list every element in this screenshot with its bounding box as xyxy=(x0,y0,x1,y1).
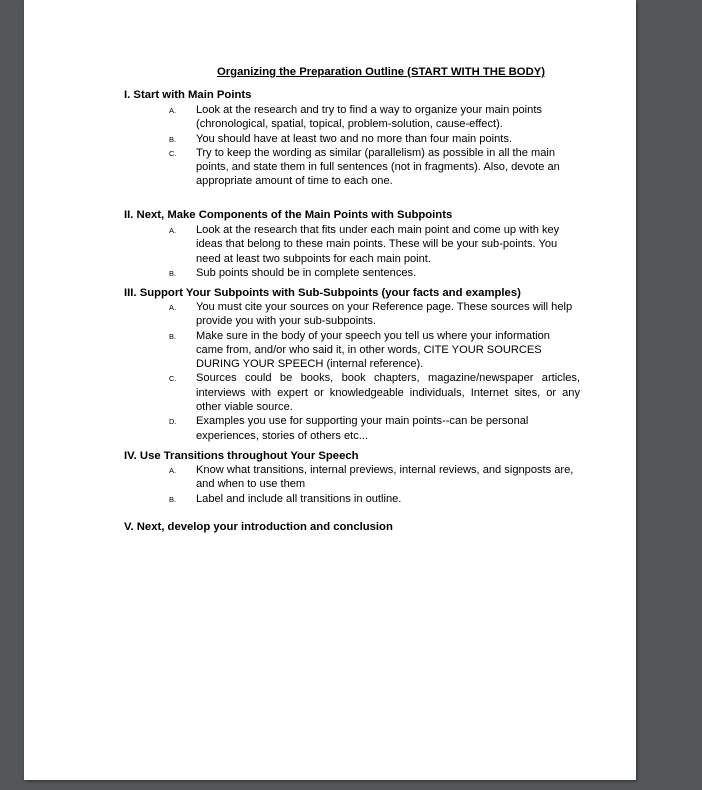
item-letter: B. xyxy=(169,331,177,341)
outline-section-4 xyxy=(124,449,594,506)
item-text: Try to keep the wording as similar (parallelism) as possible in all the main points, and state them in full sentences (not in fragments). Also, devote an appropriate amount of time to each one. xyxy=(196,146,560,188)
outline-item xyxy=(169,371,580,414)
item-text: You should have at least two and no more than four main points. xyxy=(196,132,512,145)
outline-item xyxy=(169,266,580,280)
item-text: Examples you use for supporting your main points--can be personal experiences, stories of others etc... xyxy=(196,415,529,442)
item-letter: A. xyxy=(169,303,177,312)
section-heading: II. Next, Make Components of the Main Points with Subpoints xyxy=(124,209,453,221)
item-letter: D. xyxy=(169,417,177,427)
item-text: Look at the research that fits under each main point and come up with key ideas that belong to these main points. These will be your sub-points. You need at least two subpoints for each main point. xyxy=(196,224,560,265)
section-heading: III. Support Your Subpoints with Sub-Subpoints (your facts and examples) xyxy=(124,287,521,299)
outline-item xyxy=(169,132,580,146)
item-text: Label and include all transitions in outline. xyxy=(196,492,402,505)
section-heading: I. Start with Main Points xyxy=(124,89,252,101)
item-letter: B. xyxy=(169,268,177,278)
item-text: Make sure in the body of your speech you tell us where your information came from, and/or who said it, in other words, CITE YOUR SOURCES DURING YOUR SPEECH (internal reference). xyxy=(196,329,550,371)
outline-section-2 xyxy=(124,208,594,280)
item-text: Sources could be books, book chapters, magazine/newspaper articles, interviews with expert or knowledgeable individuals, Internet sites, or any other viable source. xyxy=(196,372,580,414)
document-page xyxy=(24,0,636,780)
outline-item xyxy=(169,223,580,266)
outline-item xyxy=(169,146,580,189)
item-letter: B. xyxy=(169,494,177,504)
item-letter: A. xyxy=(169,466,177,475)
outline-item xyxy=(169,492,580,506)
item-letter: A. xyxy=(169,106,177,115)
item-text: Sub points should be in complete sentences. xyxy=(196,266,417,279)
outline-section-1 xyxy=(124,88,594,189)
outline-item xyxy=(169,414,580,443)
outline-item xyxy=(169,463,580,492)
outline-section-5 xyxy=(124,520,594,534)
outline-section-3 xyxy=(124,286,594,443)
item-text: Look at the research and try to find a way to organize your main points (chronological, spatial, topical, problem-solution, cause-effect). xyxy=(196,104,542,131)
item-letter: C. xyxy=(169,148,177,158)
item-letter: C. xyxy=(169,374,177,384)
item-text: Know what transitions, internal previews, internal reviews, and signposts are, and when to use them xyxy=(196,464,574,491)
section-heading: IV. Use Transitions throughout Your Speech xyxy=(124,450,359,462)
document-title: Organizing the Preparation Outline (START WITH THE BODY) xyxy=(217,66,546,78)
section-heading: V. Next, develop your introduction and conclusion xyxy=(124,521,393,533)
item-text: You must cite your sources on your Reference page. These sources will help provide you with your sub-subpoints. xyxy=(196,301,573,328)
item-letter: B. xyxy=(169,134,177,144)
outline-item xyxy=(169,103,580,132)
outline-item xyxy=(169,329,580,372)
item-letter: A. xyxy=(169,226,177,235)
outline-item xyxy=(169,300,580,329)
